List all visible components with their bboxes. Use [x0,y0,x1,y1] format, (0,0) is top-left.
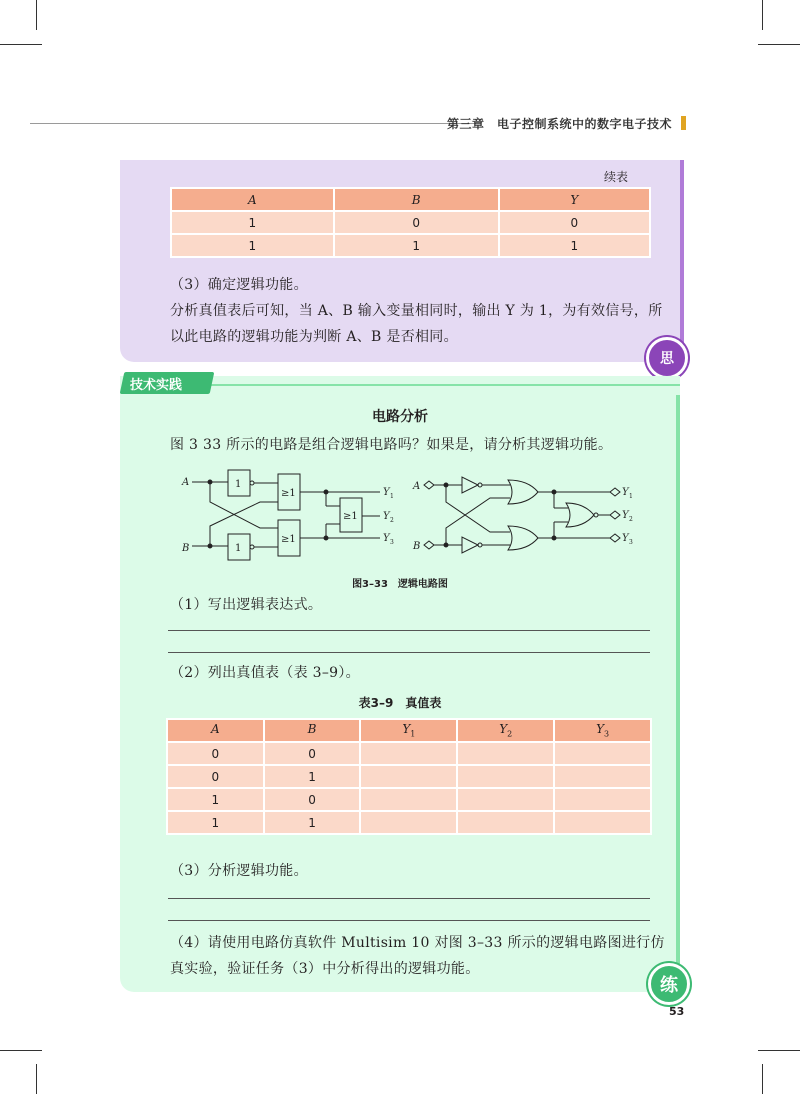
table-row [171,234,650,257]
output-y3-label: Y [622,533,629,544]
input-b-label: B [413,541,421,552]
blank-cell[interactable] [457,742,554,765]
crop-mark [758,1050,800,1051]
blank-cell[interactable] [360,765,457,788]
analysis-panel-edge [680,160,684,358]
think-badge-icon: 思 [646,337,688,379]
table-cell: 1 [171,234,334,257]
input-a-label: A [182,477,190,488]
table-cell: 0 [167,742,264,765]
header-rule [30,123,476,124]
blank-cell[interactable] [360,742,457,765]
table-title: 表3–9 真值表 [358,696,442,710]
crop-mark [762,0,763,30]
output-subscript: 2 [629,516,633,523]
blank-cell[interactable] [457,811,554,834]
practice-tab-label: 技术实践 [130,378,183,393]
output-subscript: 2 [390,517,394,524]
crop-mark [762,1064,763,1094]
or-gate-label: ≥1 [281,488,296,499]
blank-cell[interactable] [457,788,554,811]
blank-cell[interactable] [554,742,651,765]
table-row [167,811,651,834]
table-cell: 0 [499,211,650,234]
table-cell: 0 [334,211,499,234]
header-accent-bar [681,116,686,130]
not-gate-label: 1 [235,479,242,490]
task1-text: （1）写出逻辑表达式。 [170,597,323,613]
truth-table [166,718,652,835]
answer-line[interactable] [168,652,650,653]
output-y3-label: Y [383,533,390,544]
step3-line1: 分析真值表后可知，当 A、B 输入变量相同时，输出 Y 为 1，为有效信号，所 [170,303,663,319]
output-subscript: 3 [390,539,394,546]
column-header: A [167,719,264,742]
or-gate-label: ≥1 [281,534,296,545]
task3-text: （3）分析逻辑功能。 [170,863,308,879]
column-header: B [334,188,499,211]
output-subscript: 3 [629,539,633,546]
table-row [167,742,651,765]
column-header: B [264,719,361,742]
column-header: Y [499,188,650,211]
output-y2-label: Y [622,510,629,521]
answer-line[interactable] [168,630,650,631]
crop-mark [0,1050,42,1051]
blank-cell[interactable] [554,765,651,788]
continued-label: 续表 [604,170,629,184]
not-gate-label: 1 [235,543,242,554]
column-header: $Y_3$ [554,719,651,742]
answer-line[interactable] [168,898,650,899]
output-subscript: 1 [390,493,394,500]
table-header-row [171,188,650,211]
column-header: $Y_2$ [457,719,554,742]
task4-line2: 真实验，验证任务（3）中分析得出的逻辑功能。 [170,961,480,977]
input-b-label: B [182,543,190,554]
step3-heading: （3）确定逻辑功能。 [170,277,308,293]
table-cell: 1 [167,788,264,811]
table-row [167,765,651,788]
table-row [171,211,650,234]
page-number: 53 [669,1005,685,1018]
table-cell: 1 [171,211,334,234]
table-cell: 1 [334,234,499,257]
figure-caption: 图3–33 逻辑电路图 [352,579,448,590]
table-cell: 0 [264,742,361,765]
practice-panel-edge [676,395,680,985]
section-title: 电路分析 [372,409,428,425]
table-cell: 1 [264,811,361,834]
crop-mark [0,44,42,45]
table-row [167,788,651,811]
continued-truth-table [170,187,651,258]
output-subscript: 1 [629,493,633,500]
blank-cell[interactable] [554,788,651,811]
blank-cell[interactable] [554,811,651,834]
column-header: $Y_1$ [360,719,457,742]
crop-mark [36,0,37,30]
table-header-row [167,719,651,742]
or-gate-label: ≥1 [343,511,358,522]
crop-mark [36,1064,37,1094]
input-a-label: A [413,481,421,492]
output-y1-label: Y [383,487,390,498]
table-cell: 1 [167,811,264,834]
table-cell: 1 [264,765,361,788]
output-y2-label: Y [383,511,390,522]
task4-line1: （4）请使用电路仿真软件 Multisim 10 对图 3–33 所示的逻辑电路图进行仿 [170,935,665,951]
table-cell: 0 [264,788,361,811]
answer-line[interactable] [168,920,650,921]
crop-mark [758,44,800,45]
chapter-title: 第三章 电子控制系统中的数字电子技术 [446,117,672,131]
table-cell: 1 [499,234,650,257]
blank-cell[interactable] [360,811,457,834]
blank-cell[interactable] [360,788,457,811]
logic-circuit-figure [180,462,640,566]
running-header [30,114,690,134]
practice-panel-top-rule [210,384,680,386]
task2-text: （2）列出真值表（表 3–9）。 [170,665,360,681]
blank-cell[interactable] [457,765,554,788]
table-cell: 0 [167,765,264,788]
step3-line2: 以此电路的逻辑功能为判断 A、B 是否相同。 [170,329,458,345]
practice-badge-icon: 练 [648,963,690,1005]
column-header: A [171,188,334,211]
output-y1-label: Y [622,487,629,498]
question-text: 图 3 33 所示的电路是组合逻辑电路吗？如果是，请分析其逻辑功能。 [170,437,613,453]
